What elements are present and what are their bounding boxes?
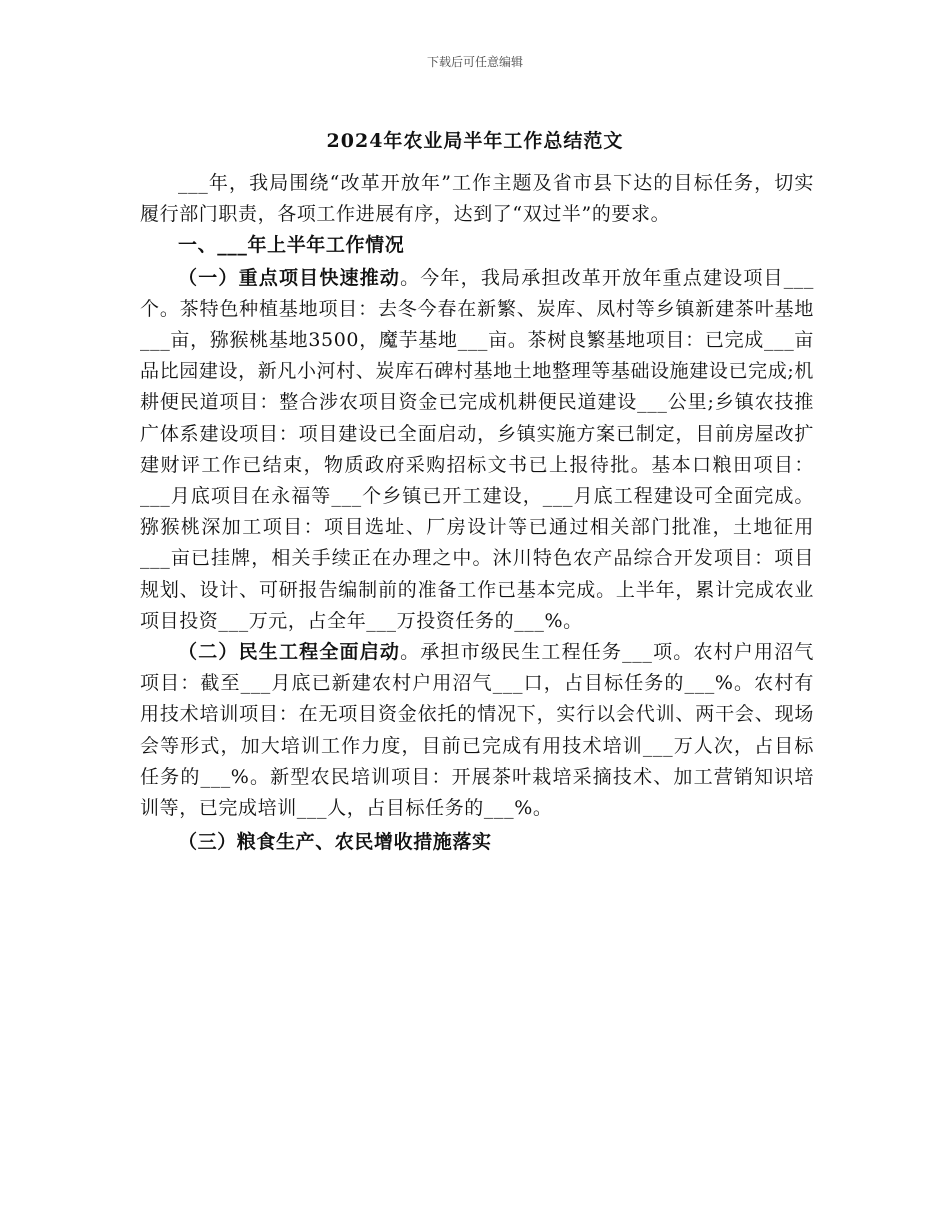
document-title: 2024年农业局半年工作总结范文 xyxy=(326,130,624,152)
paragraph-lead: （二）民生工程全面启动 xyxy=(178,641,401,664)
section-heading: 一、___年上半年工作情况 xyxy=(178,234,405,257)
subsection-heading: （三）粮食生产、农民增收措施落实 xyxy=(178,831,492,854)
document-body xyxy=(140,168,814,859)
paragraph-text: 。承担市级民生工程任务___项。农村户用沼气项目：截至___月底已新建农村户用沼气___口，占目标任务的___%。农村有用技术培训项目：在无项目资金依托的情况下，实行以会代训、两干会、现场会等形式，加大培训工作力度，目前已完成有用技术培训___万人次，占目标任务的___%。新型农民培训项目：开展茶叶栽培采摘技术、加工营销知识培训等，已完成培训___人，占目标任务的___%。 xyxy=(140,641,814,820)
paragraph-livelihood xyxy=(140,637,814,824)
intro-paragraph: ___年，我局围绕“改革开放年”工作主题及省市县下达的目标任务，切实履行部门职责，各项工作进展有序，达到了“双过半”的要求。 xyxy=(140,172,814,226)
paragraph-text: 。今年，我局承担改革开放年重点建设项目___个。茶特色种植基地项目：去冬今春在新繁、炭库、凤村等乡镇新建茶叶基地___亩，猕猴桃基地3500，魔芋基地___亩。茶树良繁基地项目：已完成___亩品比园建设，新凡小河村、炭库石碑村基地土地整理等基础设施建设已完成;机耕便民道项目：整合涉农项目资金已完成机耕便民道建设___公里;乡镇农技推广体系建设项目：项目建设已全面启动，乡镇实施方案已制定，目前房屋改扩建财评工作已结束，物质政府采购招标文书已上报待批。基本口粮田项目：___月底项目在永福等___个乡镇已开工建设，___月底工程建设可全面完成。猕猴桃深加工项目：项目选址、厂房设计等已通过相关部门批准，土地征用___亩已挂牌，相关手续正在办理之中。沐川特色农产品综合开发项目：项目规划、设计、可研报告编制前的准备工作已基本完成。上半年，累计完成农业项目投资___万元，占全年___万投资任务的___%。 xyxy=(140,266,814,632)
page-header-note: 下载后可任意编辑 xyxy=(426,55,523,69)
paragraph-lead: （一）重点项目快速推动 xyxy=(178,266,401,289)
paragraph-key-projects xyxy=(140,263,814,637)
